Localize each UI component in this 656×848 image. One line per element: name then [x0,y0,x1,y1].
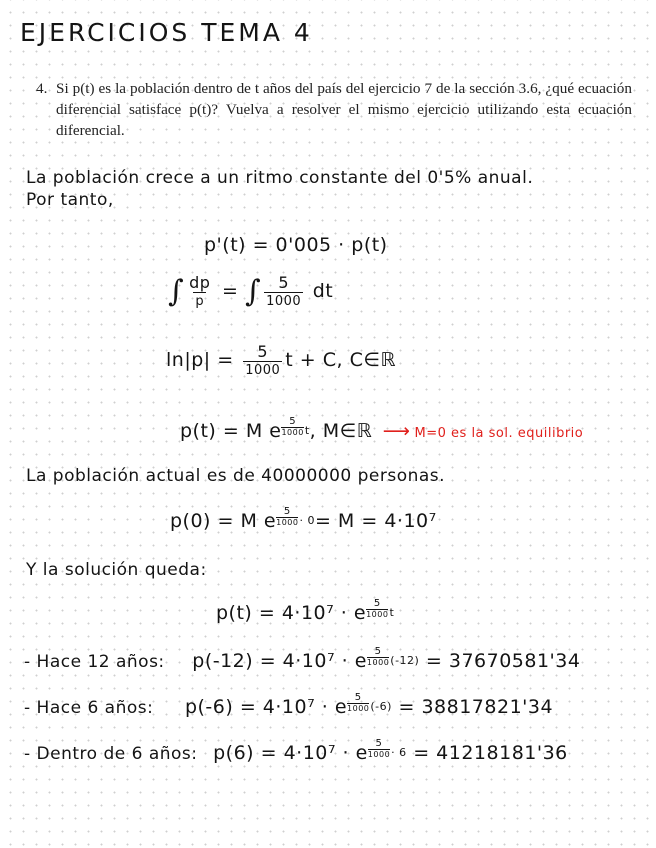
integral-sign: ∫ [244,274,262,309]
exponent: 5 1000 t [366,598,395,619]
result-label: - Dentro de 6 años: [24,744,198,764]
problem-text: Si p(t) es la población dentro de t años del país del ejercicio 7 de la sección 3.6, ¿qué ecuación diferencial satisface p(t)? Vuelva a resolver el mismo ejercicio utilizando esta ecuación diferencial. [56,80,632,139]
result-value: = 37670581'34 [425,650,581,672]
equation-ode: p'(t) = 0'005 · p(t) [204,234,388,256]
page-title: EJERCICIOS TEMA 4 [20,18,313,47]
equation-general-solution: p(t) = M e 5 1000 t , M∈ℝ ⟶ M=0 es la sol. equilibrio [180,416,584,442]
exponent: 5 1000 t [281,416,310,437]
equation-initial-condition: p(0) = M e 5 1000 · 0 = M = 4·10⁷ [170,506,437,532]
equation-particular-solution: p(t) = 4·10⁷ · e 5 1000 t [216,598,395,624]
result-equation: p(6) = 4·10⁷ · e 5 1000 · 6 = 41218181'36 [213,738,568,764]
fraction-rate: $\frac{5}{1000}$ [245,342,281,378]
fraction-dp-p: $\frac{dp}{p}$ [189,273,211,309]
fraction-rate: $\frac{5}{1000}$ [266,273,302,309]
intro-line-2: Por tanto, [26,190,114,210]
result-row-in-6-years [24,738,568,772]
result-label: - Hace 6 años: [24,698,154,718]
equation-integral: ∫ $\frac{dp}{p}$ = ∫ $\frac{5}{1000}$ dt [168,273,334,309]
result-value: = 38817821'34 [398,696,554,718]
result-row-12-years-ago [24,646,581,680]
integral-sign: ∫ [168,274,185,309]
result-value: = 41218181'36 [413,742,568,764]
exponent: 5 1000 · 0 [276,506,315,527]
result-label: - Hace 12 años: [24,652,165,672]
result-row-6-years-ago [24,692,554,726]
solution-line: Y la solución queda: [26,560,207,580]
problem-number: 4. [36,80,48,97]
equation-log: ln|p| = $\frac{5}{1000}$ t + C, C∈ℝ [166,342,396,378]
result-equation: p(-6) = 4·10⁷ · e 5 1000 (-6) = 38817821'34 [184,692,554,718]
equilibrium-note: M=0 es la sol. equilibrio [414,426,584,441]
arrow-icon: ⟶ [382,420,411,442]
population-line: La población actual es de 40000000 personas. [26,466,446,486]
intro-line-1: La población crece a un ritmo constante del 0'5% anual. [26,168,534,188]
result-equation: p(-12) = 4·10⁷ · e 5 1000 (-12) = 37670581'34 [192,646,581,672]
problem-statement [36,78,632,141]
